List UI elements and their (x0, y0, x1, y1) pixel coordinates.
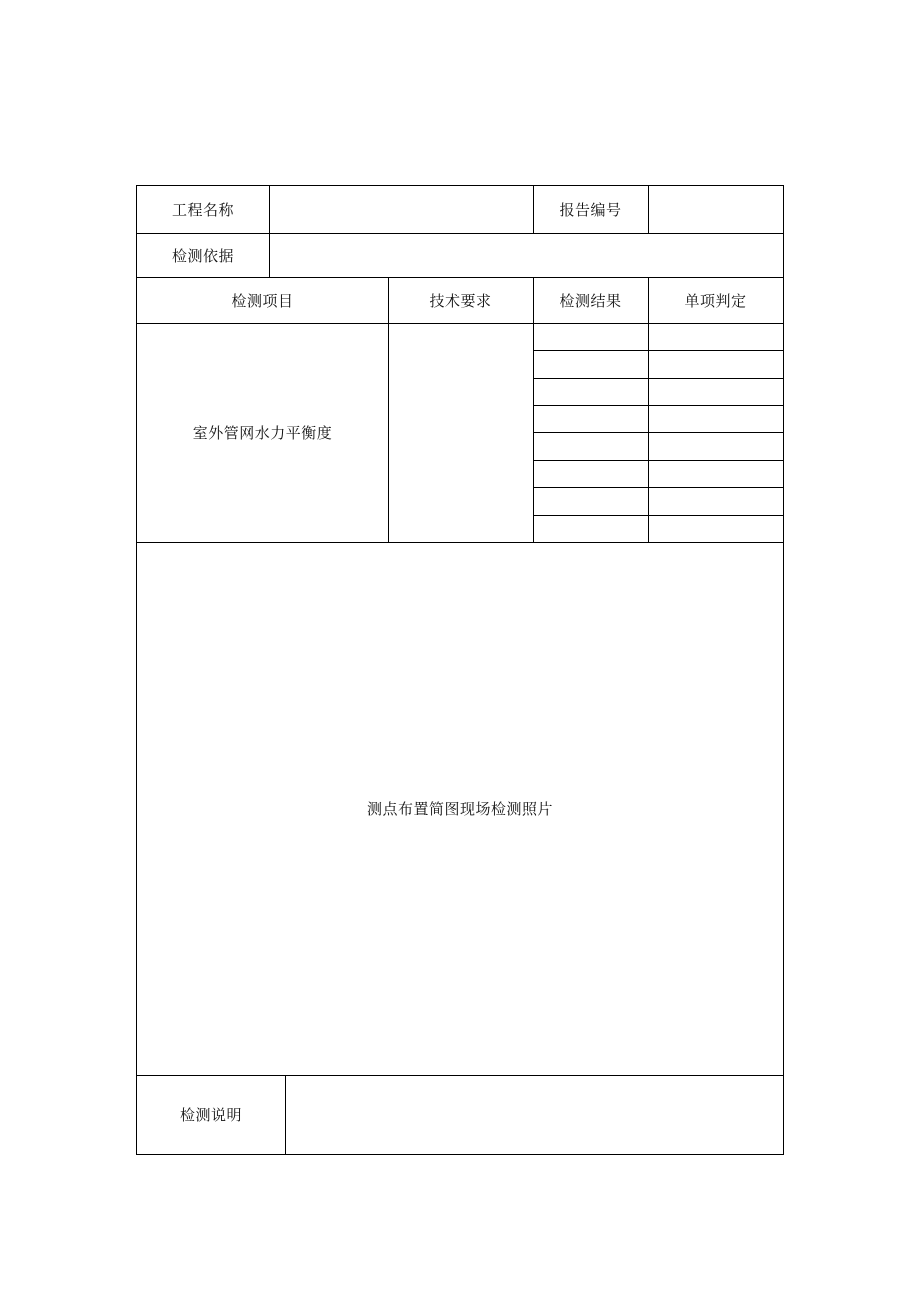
col-divider (269, 186, 270, 233)
header-item: 检测项目 (231, 291, 294, 310)
row-divider (137, 277, 783, 278)
sub-row-divider (533, 378, 783, 379)
judgement-cell[interactable] (648, 432, 783, 460)
sub-row-divider (533, 515, 783, 516)
result-cell[interactable] (533, 378, 648, 405)
result-cell[interactable] (533, 432, 648, 460)
report-number-label: 报告编号 (559, 201, 622, 219)
col-divider (388, 277, 389, 542)
judgement-cell[interactable] (648, 460, 783, 487)
judgement-cell[interactable] (648, 515, 783, 542)
header-result: 检测结果 (559, 291, 622, 310)
sub-row-divider (533, 405, 783, 406)
notes-field[interactable] (285, 1075, 783, 1154)
judgement-cell[interactable] (648, 405, 783, 432)
basis-label: 检测依据 (171, 246, 234, 265)
inspection-form (136, 185, 784, 1155)
row-divider (137, 233, 783, 234)
requirement-field[interactable] (388, 323, 533, 542)
header-judgement: 单项判定 (684, 291, 747, 310)
row-divider (137, 542, 783, 543)
result-cell[interactable] (533, 460, 648, 487)
judgement-cell[interactable] (648, 350, 783, 378)
col-divider (533, 277, 534, 542)
sub-row-divider (533, 432, 783, 433)
result-cell[interactable] (533, 487, 648, 515)
notes-label: 检测说明 (179, 1106, 242, 1124)
header-requirement: 技术要求 (429, 291, 492, 310)
result-cell[interactable] (533, 405, 648, 432)
item-name: 室外管网水力平衡度 (192, 424, 333, 442)
result-cell[interactable] (533, 515, 648, 542)
row-divider (137, 323, 783, 324)
col-divider (648, 277, 649, 542)
photo-area-label: 测点布置简图现场检测照片 (366, 800, 553, 818)
sub-row-divider (533, 487, 783, 488)
report-number-field[interactable] (648, 186, 783, 233)
result-cell[interactable] (533, 350, 648, 378)
judgement-cell[interactable] (648, 487, 783, 515)
project-name-field[interactable] (269, 186, 533, 233)
sub-row-divider (533, 460, 783, 461)
col-divider (533, 186, 534, 233)
project-name-label: 工程名称 (171, 201, 234, 219)
row-divider (137, 1075, 783, 1076)
basis-field[interactable] (269, 233, 783, 277)
sub-row-divider (533, 350, 783, 351)
result-cell[interactable] (533, 323, 648, 350)
col-divider (648, 186, 649, 233)
judgement-cell[interactable] (648, 323, 783, 350)
judgement-cell[interactable] (648, 378, 783, 405)
col-divider (269, 233, 270, 277)
col-divider (285, 1075, 286, 1154)
